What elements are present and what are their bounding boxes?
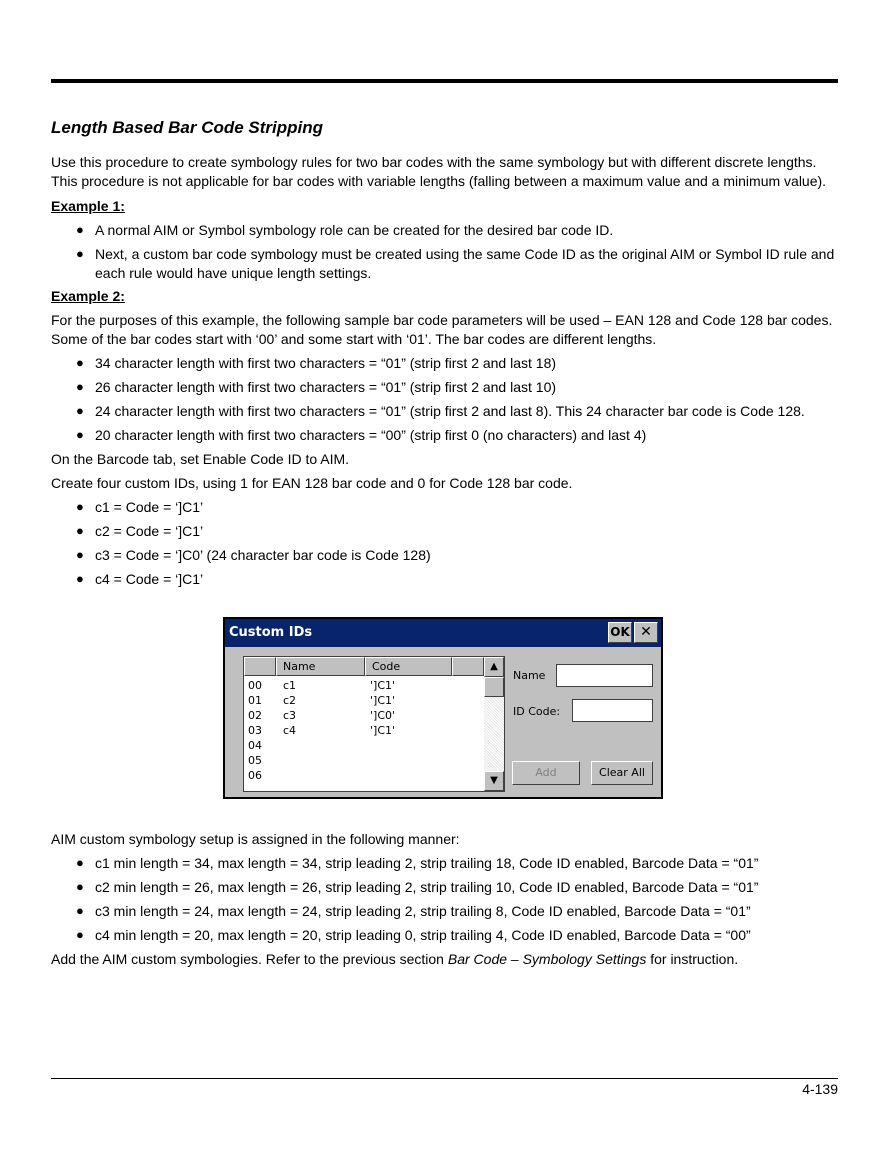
scroll-up-icon[interactable]: ▲ [484,657,504,677]
list-header [244,657,484,676]
bullet-icon: ● [76,927,84,942]
setup-intro: AIM custom symbology setup is assigned in the following manner: [51,831,460,847]
list-item: ● 20 character length with first two characters = “00” (strip first 0 (no characters) and last 4) [76,427,647,443]
example1-label: Example 1: [51,198,125,214]
bullet-icon: ● [76,403,84,418]
bullet-icon: ● [76,355,84,370]
column-header-extra[interactable] [452,657,484,676]
bullet-icon: ● [76,523,84,538]
list-item: ● c1 min length = 34, max length = 34, strip leading 2, strip trailing 18, Code ID enabled, Barcode Data = “01” [76,855,759,871]
list-item: ● c1 = Code = ‘]C1’ [76,499,204,515]
name-field[interactable] [556,664,653,687]
closing-paragraph: Add the AIM custom symbologies. Refer to the previous section Bar Code – Symbology Settings for instruction. [51,951,739,967]
page-number: 4-139 [802,1081,838,1097]
list-item: ● 24 character length with first two characters = “01” (strip first 2 and last 8). This 24 character bar code is Code 128. [76,403,805,419]
dialog-titlebar [225,619,661,647]
ok-button[interactable]: OK [608,622,632,643]
dialog-body [225,619,661,797]
custom-ids-dialog [223,617,663,799]
list-item: ● 26 character length with first two characters = “01” (strip first 2 and last 10) [76,379,557,395]
column-header-code[interactable]: Code [365,657,452,676]
top-rule [51,79,838,83]
intro-paragraph: Use this procedure to create symbology rules for two bar codes with the same symbology but with different discrete lengths. This procedure is not applicable for bar codes with variable lengths (falling between a maximum value and a minimum value). [51,154,827,189]
add-button[interactable]: Add [512,761,580,785]
table-row[interactable]: 03 c4 ']C1' [248,724,396,737]
bullet-icon: ● [76,499,84,514]
bullet-icon: ● [76,903,84,918]
list-item: ● c4 min length = 20, max length = 20, strip leading 0, strip trailing 4, Code ID enabled, Barcode Data = “00” [76,927,751,943]
table-row[interactable]: 06 [248,769,262,782]
table-row[interactable]: 01 c2 ']C1' [248,694,396,707]
table-row[interactable]: 00 c1 ']C1' [248,679,396,692]
list-item: ● c2 = Code = ‘]C1’ [76,523,204,539]
barcode-tab-instruction: On the Barcode tab, set Enable Code ID to AIM. [51,451,350,467]
column-header-name[interactable]: Name [276,657,365,676]
custom-ids-list[interactable] [243,656,505,792]
list-item: ● c2 min length = 26, max length = 26, strip leading 2, strip trailing 10, Code ID enabled, Barcode Data = “01” [76,879,759,895]
name-label: Name [513,669,546,682]
clear-all-button[interactable]: Clear All [591,761,653,785]
bullet-icon: ● [76,246,84,261]
create-ids-instruction: Create four custom IDs, using 1 for EAN 128 bar code and 0 for Code 128 bar code. [51,475,573,491]
idcode-label: ID Code: [513,705,561,718]
list-item: ● Next, a custom bar code symbology must be created using the same Code ID as the original AIM or Symbol ID rule and each rule would have unique length settings. [76,246,835,281]
section-heading: Length Based Bar Code Stripping [51,118,324,137]
idcode-field[interactable] [572,699,653,722]
example2-intro: For the purposes of this example, the following sample bar code parameters will be used – EAN 128 and Code 128 bar codes. Some of the bar codes start with ‘00’ and some start with ‘01’. The bar codes are different lengths. [51,312,833,347]
example2-label: Example 2: [51,288,125,304]
bullet-icon: ● [76,571,84,586]
list-scrollbar[interactable] [484,657,504,791]
column-header-id[interactable] [244,657,276,676]
close-icon[interactable]: ✕ [634,622,658,643]
list-item: ● 34 character length with first two characters = “01” (strip first 2 and last 18) [76,355,557,371]
list-item: ● A normal AIM or Symbol symbology role can be created for the desired bar code ID. [76,222,614,238]
bottom-rule [51,1078,838,1079]
bullet-icon: ● [76,222,84,237]
dialog-title: Custom IDs [229,625,313,640]
table-row[interactable]: 04 [248,739,262,752]
list-item: ● c4 = Code = ‘]C1’ [76,571,204,587]
table-row[interactable]: 05 [248,754,262,767]
bullet-icon: ● [76,879,84,894]
bullet-icon: ● [76,547,84,562]
section-reference: Bar Code – Symbology Settings [447,951,647,967]
scroll-thumb[interactable] [484,677,504,697]
table-row[interactable]: 02 c3 ']C0' [248,709,396,722]
scroll-down-icon[interactable]: ▼ [484,771,504,791]
list-item: ● c3 = Code = ‘]C0’ (24 character bar code is Code 128) [76,547,431,563]
list-item: ● c3 min length = 24, max length = 24, strip leading 2, strip trailing 8, Code ID enabled, Barcode Data = “01” [76,903,751,919]
bullet-icon: ● [76,379,84,394]
bullet-icon: ● [76,427,84,442]
bullet-icon: ● [76,855,84,870]
